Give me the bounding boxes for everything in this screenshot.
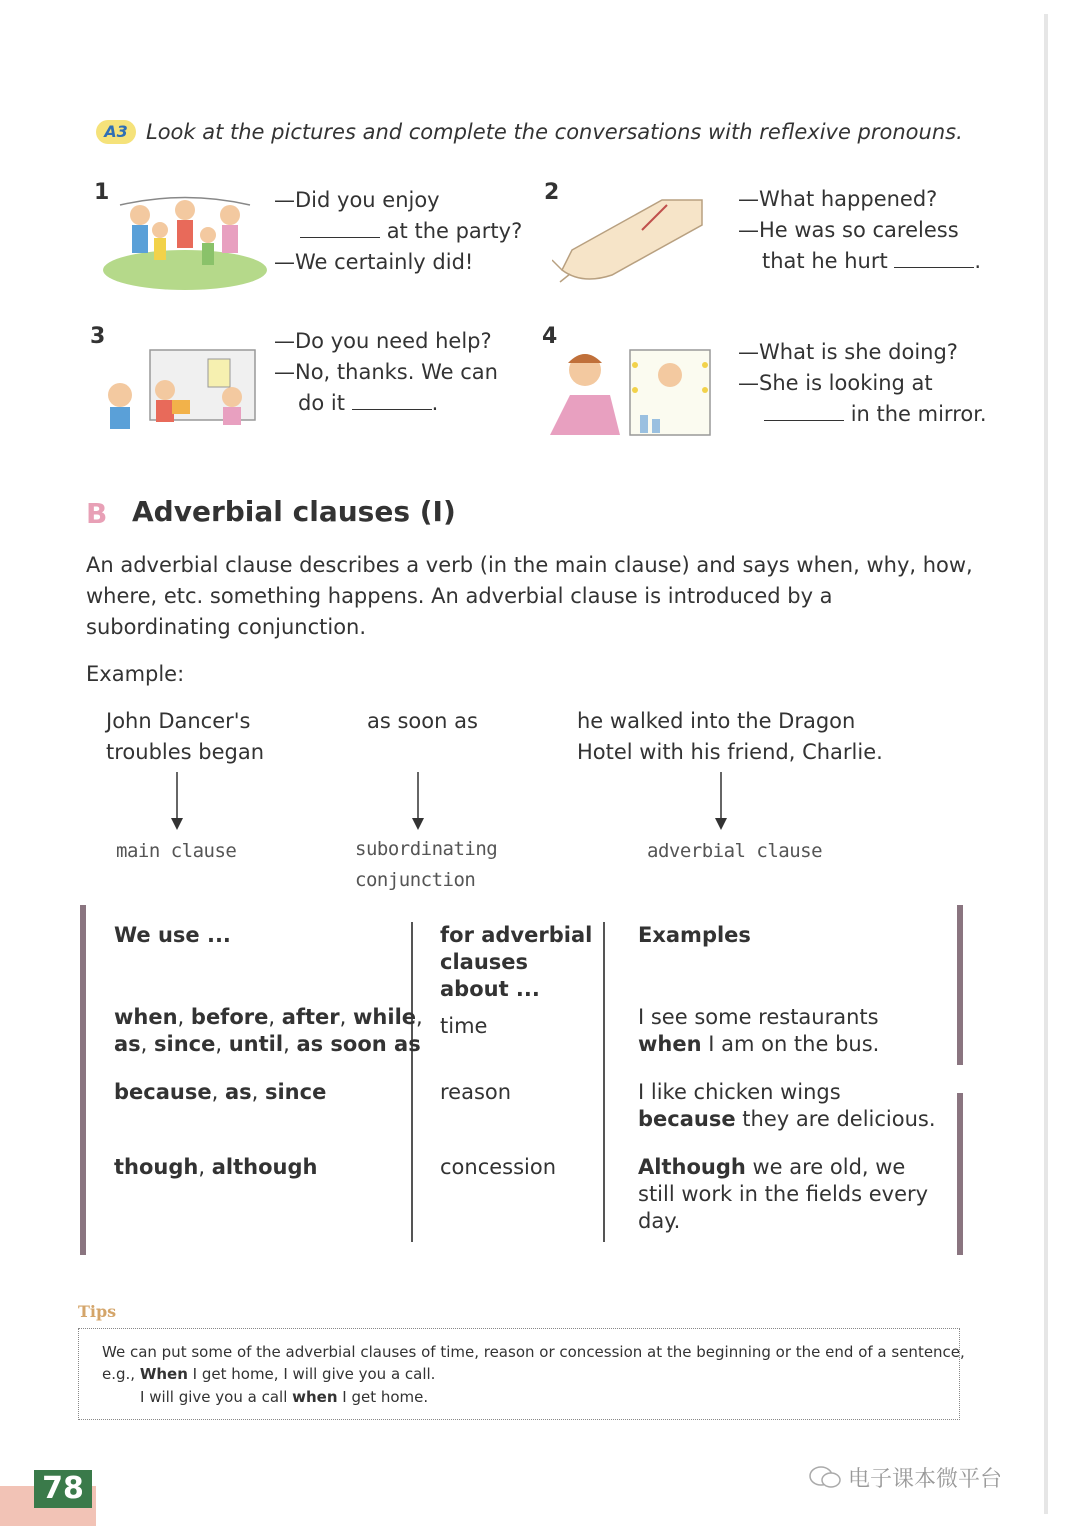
table-row-2-use: because, as, since	[114, 1080, 327, 1104]
table-divider	[411, 922, 413, 1242]
item-4-line-3: in the mirror.	[764, 399, 987, 430]
table-row-1-example: I see some restaurants when I am on the bus.	[638, 1005, 880, 1056]
table-row-2-about: reason	[440, 1080, 512, 1104]
table-left-bar	[80, 905, 86, 1255]
table-header-about: for adverbial clauses about ...	[440, 923, 593, 1001]
arrow-down-icon	[411, 772, 425, 832]
example-adverbial-clause: he walked into the Dragon Hotel with his friend, Charlie.	[577, 709, 883, 764]
table-row-3-example: Although we are old, we still work in the fields every day.	[638, 1155, 929, 1233]
item-2-number: 2	[544, 180, 560, 205]
table-row-3-use: though, although	[114, 1155, 318, 1179]
label-adverbial-clause: adverbial clause	[647, 840, 823, 862]
table-header-use: We use ...	[114, 923, 231, 947]
section-letter: B	[86, 497, 108, 530]
table-row-3-about: concession	[440, 1155, 557, 1179]
label-subordinating-conjunction: subordinating conjunction	[355, 838, 498, 891]
example-conjunction: as soon as	[367, 709, 478, 733]
arrow-down-icon	[714, 772, 728, 832]
table-row-1-about: time	[440, 1014, 488, 1038]
example-main-clause: John Dancer's troubles began	[106, 709, 265, 764]
party-picture	[100, 190, 270, 290]
item-3-blank[interactable]	[352, 391, 432, 410]
exercise-badge: A3	[96, 120, 136, 144]
item-2-blank[interactable]	[894, 249, 974, 268]
table-divider	[603, 922, 605, 1242]
item-3-line-2: —No, thanks. We can	[274, 360, 498, 384]
arrow-down-icon	[170, 772, 184, 832]
mirror-picture	[540, 345, 720, 440]
table-row-1-use: when, before, after, while, as, since, until, as soon as	[114, 1005, 423, 1056]
item-1-number: 1	[94, 180, 110, 205]
wechat-icon	[808, 1464, 842, 1496]
item-4-line-1: —What is she doing?	[738, 340, 958, 364]
table-row-2-example: I like chicken wings because they are delicious.	[638, 1080, 936, 1131]
item-3-number: 3	[90, 324, 106, 349]
watermark: 电子课本微平台	[808, 1462, 1002, 1496]
tips-line-1: We can put some of the adverbial clauses of time, reason or concession at the beginning or the end of a sentence,	[102, 1343, 965, 1361]
table-right-bar-bottom	[957, 1093, 963, 1255]
item-1-blank[interactable]	[300, 219, 380, 238]
page-edge	[1044, 14, 1048, 1514]
table-header-examples: Examples	[638, 923, 751, 947]
item-4-number: 4	[542, 324, 558, 349]
tips-line-3: I will give you a call when I get home.	[140, 1388, 429, 1406]
item-2-line-2: —He was so careless	[738, 218, 959, 242]
item-3-line-3: do it .	[298, 391, 439, 415]
hurt-arm-picture	[552, 190, 712, 285]
table-right-bar-top	[957, 905, 963, 1065]
item-3-line-1: —Do you need help?	[274, 329, 492, 353]
item-1-line-1: —Did you enjoy	[274, 188, 440, 212]
page-number: 78	[34, 1470, 92, 1508]
tips-line-2: e.g., When I get home, I will give you a call.	[102, 1365, 436, 1383]
item-4-blank[interactable]	[764, 402, 844, 421]
item-2-line-3: that he hurt .	[762, 249, 982, 273]
item-4-line-2: —She is looking at	[738, 371, 933, 395]
item-2-line-1: —What happened?	[738, 187, 938, 211]
classroom-picture	[100, 345, 260, 435]
section-title: Adverbial clauses (I)	[132, 495, 456, 528]
section-intro: An adverbial clause describes a verb (in the main clause) and says when, why, how, where, etc. something happens. An adverbial clause is introduced by a subordinating conjunction.	[86, 553, 973, 639]
tips-title: Tips	[78, 1302, 117, 1321]
exercise-instruction: Look at the pictures and complete the conversations with reflexive pronouns.	[146, 120, 963, 144]
item-1-line-2: at the party?	[300, 216, 522, 247]
label-main-clause: main clause	[116, 840, 237, 862]
item-1-line-3: —We certainly did!	[274, 250, 474, 274]
example-label: Example:	[86, 662, 185, 686]
